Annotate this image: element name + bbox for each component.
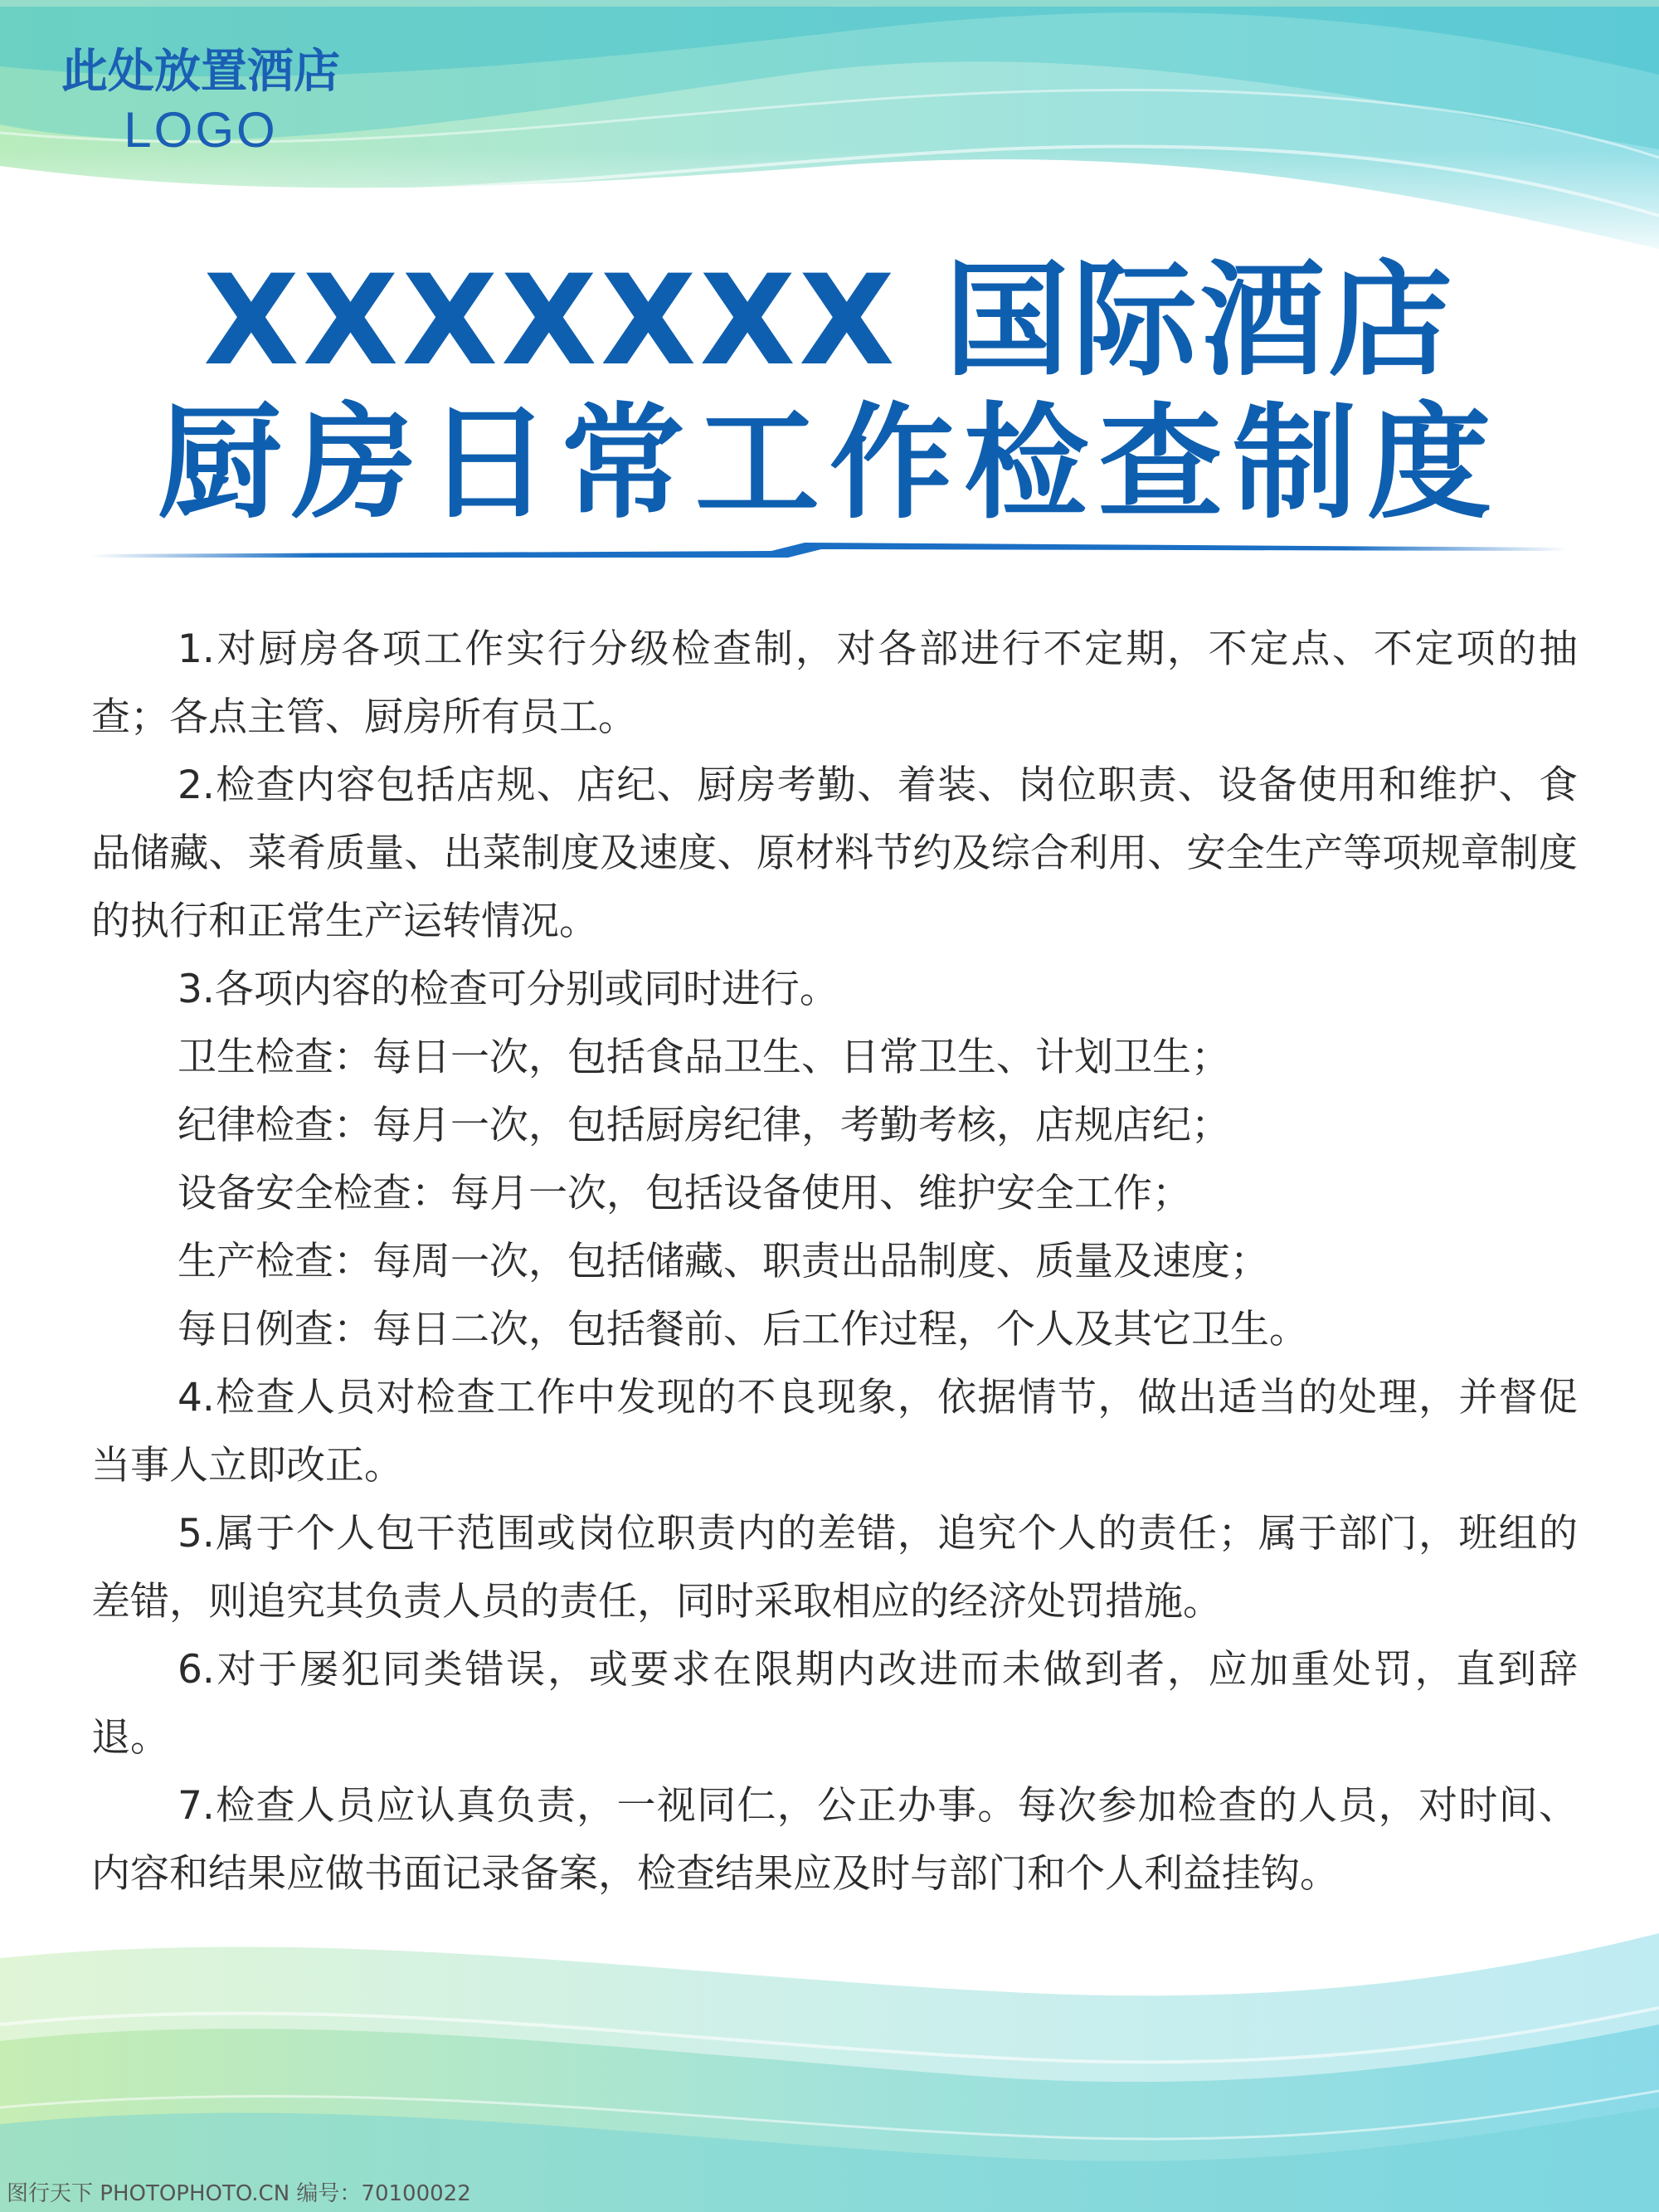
check-item-equipment: 设备安全检查：每月一次，包括设备使用、维护安全工作；: [178, 1171, 1191, 1216]
check-item-discipline: 纪律检查：每月一次，包括厨房纪律，考勤考核，店规店纪；: [178, 1103, 1230, 1148]
check-item-daily: 每日例查：每日二次，包括餐前、后工作过程，个人及其它卫生。: [178, 1307, 1308, 1352]
check-item-production: 生产检查：每周一次，包括储藏、职责出品制度、质量及速度；: [178, 1239, 1269, 1284]
rule-7: 7.检查人员应认真负责，一视同仁，公正办事。每次参加检查的人员，对时间、内容和结果应做书面记录备案，检查结果应及时与部门和个人利益挂钩。: [91, 1783, 1578, 1897]
regulation-body: [91, 616, 1578, 1908]
page-title-regulation: 厨房日常工作检查制度: [157, 392, 1501, 536]
title-divider: [91, 539, 1568, 561]
rule-1: 1.对厨房各项工作实行分级检查制，对各部进行不定期，不定点、不定项的抽查；各点主管、厨房所有员工。: [91, 626, 1578, 740]
logo-label: LOGO: [124, 102, 278, 158]
page-title-hotel: XXXXXXX 国际酒店: [203, 249, 1456, 393]
check-item-hygiene: 卫生检查：每日一次，包括食品卫生、日常卫生、计划卫生；: [178, 1035, 1230, 1080]
rule-3: 3.各项内容的检查可分别或同时进行。: [178, 967, 839, 1012]
watermark-text: 图行天下 PHOTOPHOTO.CN 编号：70100022: [7, 2181, 471, 2206]
rule-5: 5.属于个人包干范围或岗位职责内的差错，追究个人的责任；属于部门，班组的差错，则追究其负责人员的责任，同时采取相应的经济处罚措施。: [91, 1511, 1578, 1625]
rule-2: 2.检查内容包括店规、店纪、厨房考勤、着装、岗位职责、设备使用和维护、食品储藏、菜肴质量、出菜制度及速度、原材料节约及综合利用、安全生产等项规章制度的执行和正常生产运转情况。: [91, 763, 1578, 944]
logo-placeholder-text: 此处放置酒店: [61, 45, 340, 99]
rule-6: 6.对于屡犯同类错误，或要求在限期内改进而未做到者，应加重处罚，直到辞退。: [91, 1647, 1578, 1761]
rule-4: 4.检查人员对检查工作中发现的不良现象，依据情节，做出适当的处理，并督促当事人立即改正。: [91, 1375, 1578, 1488]
hotel-logo-placeholder: [43, 43, 358, 159]
